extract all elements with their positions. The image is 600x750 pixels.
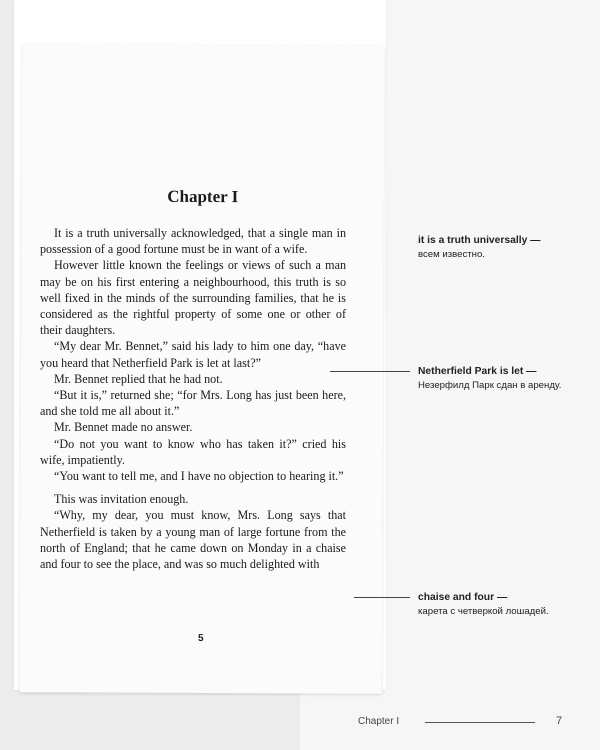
body-text <box>40 225 346 572</box>
gloss-term: Netherfield Park is let — <box>418 366 537 377</box>
paragraph: This was invitation enough. <box>54 492 189 507</box>
paragraph: “Do not you want to know who has taken it?” cried his wife, impatiently. <box>40 436 346 467</box>
gloss-entry <box>418 365 568 393</box>
chapter-title: Chapter I <box>167 186 239 207</box>
paragraph: “Why, my dear, you must know, Mrs. Long says that Netherfield is taken by a young man of large fortune from the north of England; that he came down on Monday in a chaise and four to see the place, and was so much delighted with <box>40 508 346 572</box>
footer-chapter-label: Chapter I <box>358 716 400 727</box>
paragraph: “You want to tell me, and I have no objection to hearing it.” <box>54 469 344 484</box>
gloss-entry <box>418 234 593 262</box>
paragraph: However little known the feelings or views of such a man may be on his first entering a neighbourhood, this truth is so well fixed in the minds of the surrounding families, that he is considered as the rightful property of some one or other of their daughters. <box>40 258 346 338</box>
gloss-translation: Незерфилд Парк сдан в аренду. <box>418 380 562 391</box>
gloss-translation: всем известно. <box>418 249 485 260</box>
scanned-page-number: 5 <box>198 632 204 645</box>
gloss-term: chaise and four — <box>418 592 508 603</box>
paragraph: “But it is,” returned she; “for Mrs. Long has just been here, and she told me all about it.” <box>40 388 346 419</box>
gloss-translation: карета с четверкой лошадей. <box>418 606 549 617</box>
gloss-entry <box>418 591 593 619</box>
paragraph: “My dear Mr. Bennet,” said his lady to him one day, “have you heard that Netherfield Park is let at last?” <box>40 339 346 370</box>
gloss-term: it is a truth universally — <box>418 235 541 246</box>
gloss-leader-line <box>354 597 410 598</box>
paragraph: It is a truth universally acknowledged, that a single man in possession of a good fortune must be in want of a wife. <box>40 226 346 257</box>
footer-rule <box>425 722 535 723</box>
footer-page-number: 7 <box>556 715 563 727</box>
gloss-leader-line <box>330 371 410 372</box>
paragraph: Mr. Bennet replied that he had not. <box>54 371 223 386</box>
paragraph: Mr. Bennet made no answer. <box>54 420 193 435</box>
